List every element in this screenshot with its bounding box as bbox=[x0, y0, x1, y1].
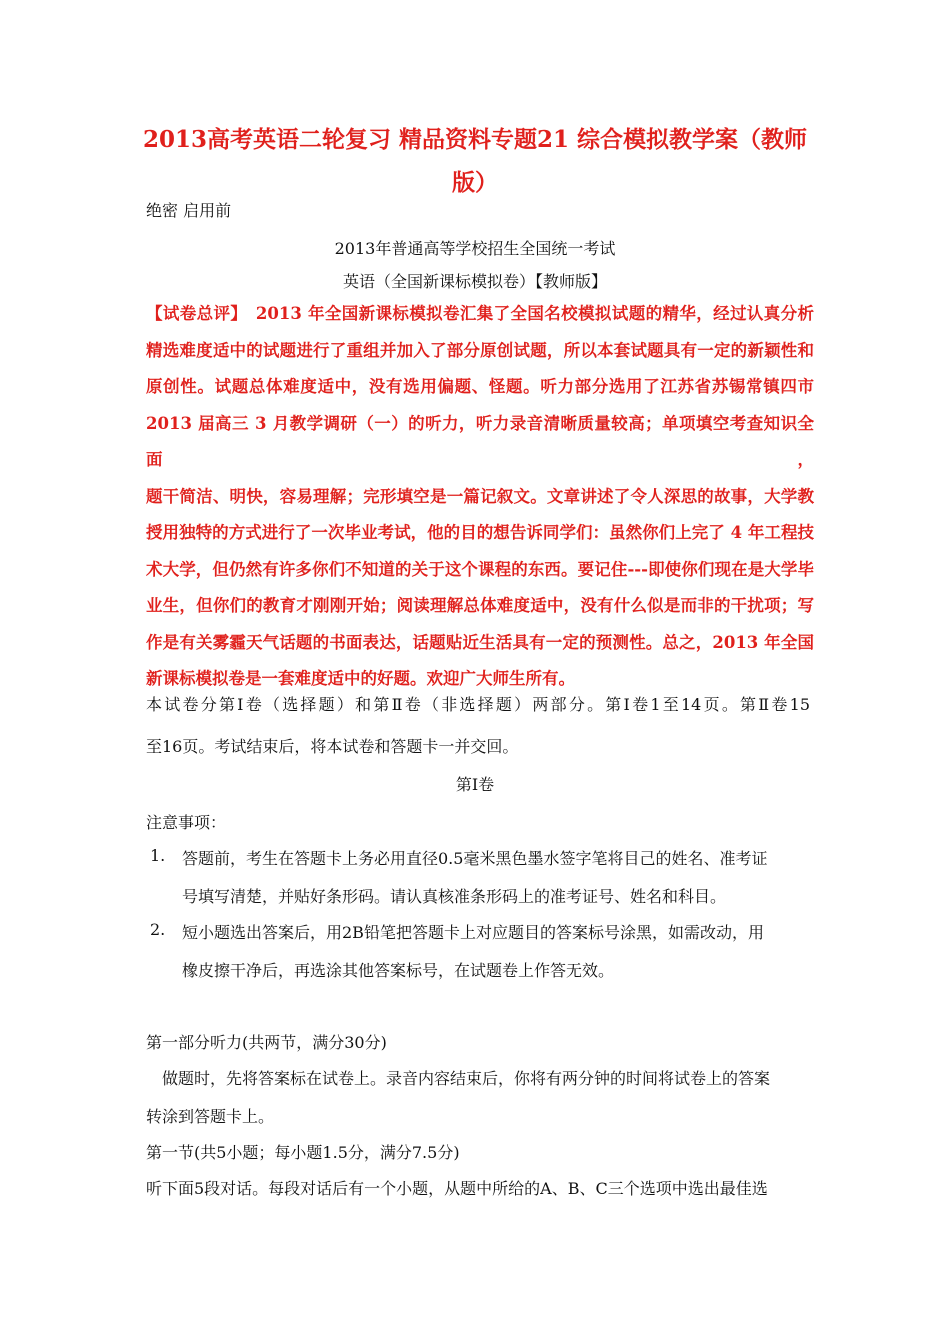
summary-line: 作是有关雾霾天气话题的书面表达，话题贴近生活具有一定的预测性。总之，2013 年全国 bbox=[146, 632, 814, 652]
part1-heading: 第一部分听力(共两节，满分30分) bbox=[146, 1033, 387, 1052]
exam-name: 2013年普通高等学校招生全国统一考试 bbox=[334, 239, 616, 258]
title-line-1: 2013高考英语二轮复习 精品资料专题21 综合模拟教学案（教师 bbox=[142, 126, 808, 153]
summary-line: 授用独特的方式进行了一次毕业考试，他的目的想告诉同学们：虽然你们上完了 4 年工程技 bbox=[146, 523, 814, 542]
volume-heading: 第Ⅰ卷 bbox=[455, 775, 495, 794]
section1-heading: 第一节(共5小题；每小题1.5分，满分7.5分) bbox=[146, 1143, 460, 1162]
title-line-2: 版） bbox=[452, 169, 498, 196]
part1-instructions: 转涂到答题卡上。 bbox=[146, 1107, 275, 1126]
summary-line: 原创性。试题总体难度适中，没有选用偏题、怪题。听力部分选用了江苏省苏锡常镇四市 bbox=[146, 377, 814, 396]
note-text: 短小题选出答案后，用2B铅笔把答题卡上对应题目的答案标号涂黑，如需改动，用 bbox=[182, 923, 764, 942]
summary-line: 新课标模拟卷是一套难度适中的好题。欢迎广大师生所有。 bbox=[146, 669, 575, 688]
note-number: 2. bbox=[150, 920, 166, 939]
summary-line: 题干简洁、明快，容易理解；完形填空是一篇记叙文。文章讲述了令人深思的故事，大学教 bbox=[146, 486, 814, 506]
summary-line: 术大学，但仍然有许多你们不知道的关于这个课程的东西。要记住---即使你们现在是大学毕 bbox=[146, 559, 814, 579]
summary-line: 业生，但你们的教育才刚刚开始；阅读理解总体难度适中，没有什么似是而非的干扰项；写 bbox=[146, 596, 814, 615]
note-number: 1. bbox=[150, 846, 166, 865]
summary-line: 【试卷总评】 2013 年全国新课标模拟卷汇集了全国名校模拟试题的精华，经过认真分析 bbox=[146, 304, 814, 323]
section1-instructions: 听下面5段对话。每段对话后有一个小题，从题中所给的A、B、C三个选项中选出最佳选 bbox=[146, 1179, 768, 1198]
paper-summary bbox=[146, 296, 814, 698]
summary-line: 2013 届高三 3 月教学调研（一）的听力，听力录音清晰质量较高；单项填空考查知识全面， bbox=[146, 413, 814, 469]
note-text: 橡皮擦干净后，再选涂其他答案标号，在试题卷上作答无效。 bbox=[182, 961, 615, 980]
notes-heading: 注意事项： bbox=[146, 813, 227, 832]
document-title bbox=[140, 118, 810, 204]
intro-line: 本试卷分第Ⅰ卷（选择题）和第Ⅱ卷（非选择题）两部分。第Ⅰ卷1至14页。第Ⅱ卷15 bbox=[146, 695, 810, 714]
part1-instructions: 做题时，先将答案标在试卷上。录音内容结束后，你将有两分钟的时间将试卷上的答案 bbox=[162, 1069, 771, 1088]
intro-line: 至16页。考试结束后，将本试卷和答题卡一并交回。 bbox=[146, 737, 519, 756]
exam-subtitle: 英语（全国新课标模拟卷）【教师版】 bbox=[342, 272, 607, 291]
note-text: 号填写清楚，并贴好条形码。请认真核准条形码上的准考证号、姓名和科目。 bbox=[182, 887, 727, 906]
summary-line: 精选难度适中的试题进行了重组并加入了部分原创试题，所以本套试题具有一定的新颖性和 bbox=[146, 340, 814, 360]
confidential-label: 绝密 启用前 bbox=[146, 201, 232, 220]
note-text: 答题前，考生在答题卡上务必用直径0.5毫米黑色墨水签字笔将目己的姓名、准考证 bbox=[182, 849, 768, 868]
